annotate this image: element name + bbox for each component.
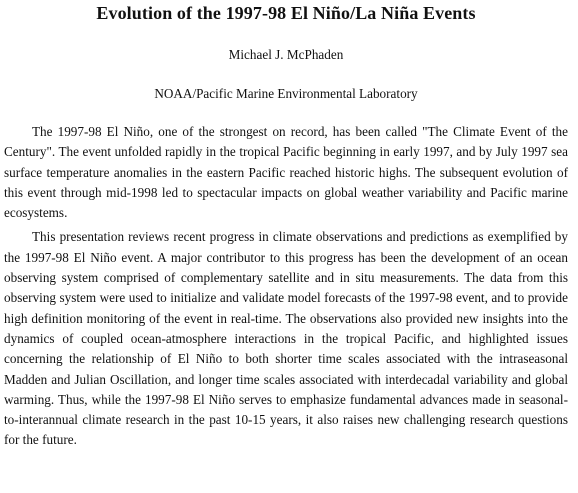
author-name: Michael J. McPhaden — [228, 47, 344, 62]
author-affiliation: NOAA/Pacific Marine Environmental Laboratory — [154, 86, 418, 101]
document-title: Evolution of the 1997-98 El Niño/La Niña Events — [96, 3, 476, 23]
document-page — [0, 2, 578, 493]
abstract-paragraph-1: The 1997-98 El Niño, one of the strongest on record, has been called "The Climate Event of the Century". The event unfolded rapidly in the tropical Pacific beginning in early 1997, and by July 1997 sea surface temperature anomalies in the eastern Pacific reached historic highs. The subsequent evolution of this event through mid-1998 led to spectacular impacts on global weather variability and Pacific marine ecosystems. — [4, 124, 568, 221]
abstract-paragraph-2: This presentation reviews recent progress in climate observations and predictions as exemplified by the 1997-98 El Niño event. A major contributor to this progress has been the development of an ocean observing system comprised of complementary satellite and in situ measurements. The data from this observing system were used to initialize and validate model forecasts of the 1997-98 event, and to provide high definition monitoring of the event in real-time. The observations also provided new insights into the dynamics of coupled ocean-atmosphere interactions in the tropical Pacific, and highlighted issues concerning the relationship of El Niño to both shorter time scales associated with the intraseasonal Madden and Julian Oscillation, and longer time scales associated with interdecadal variability and global warming. Thus, while the 1997-98 El Niño serves to emphasize fundamental advances made in seasonal-to-interannual climate research in the past 10-15 years, it also raises new challenging research questions for the future. — [4, 229, 568, 448]
abstract-body — [4, 122, 568, 451]
